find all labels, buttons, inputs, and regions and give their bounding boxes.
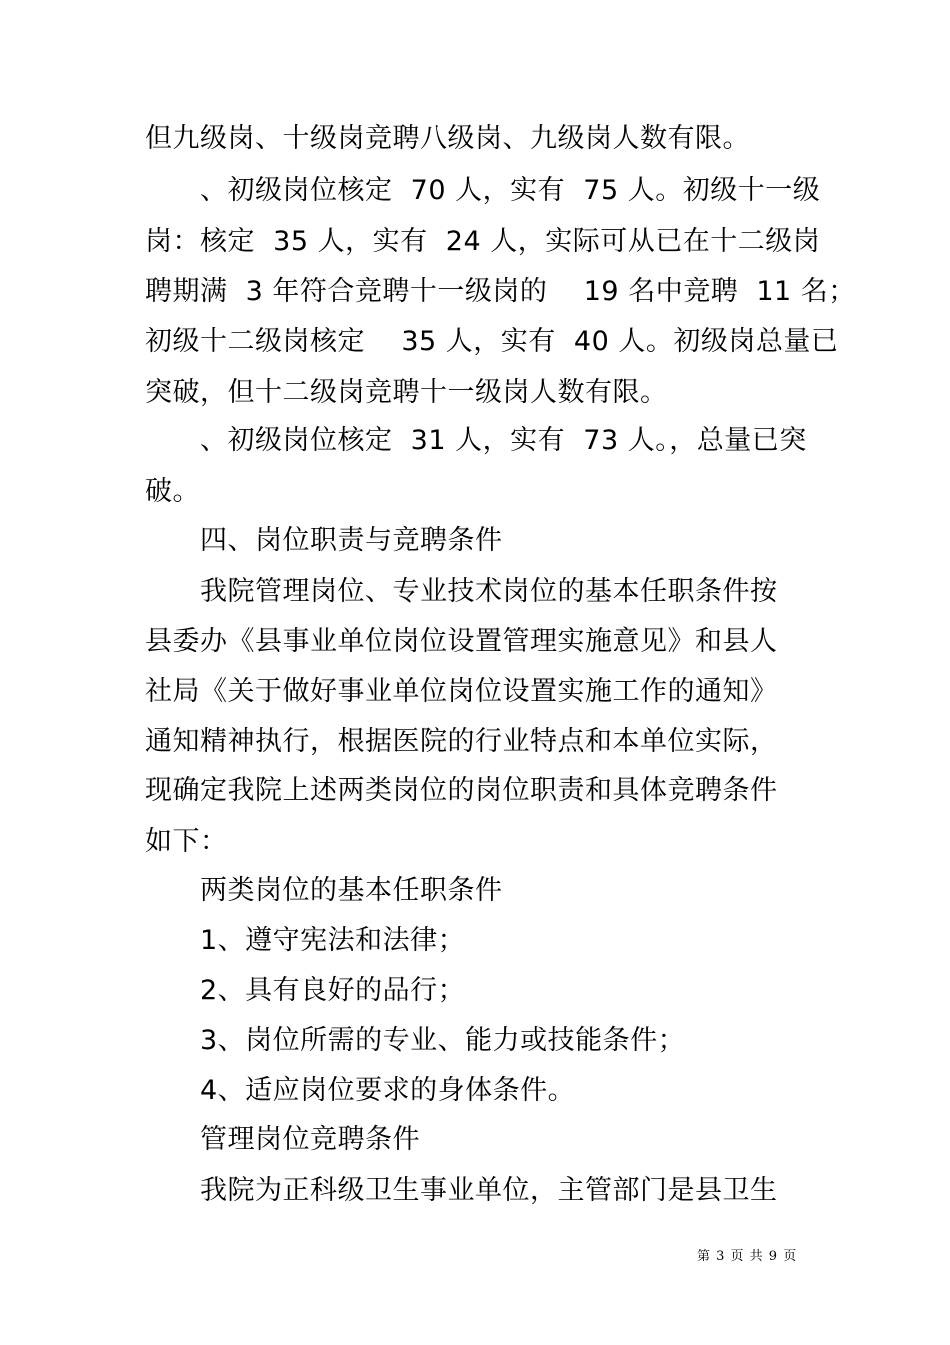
subsection-heading: 管理岗位竞聘条件 (200, 1124, 420, 1155)
text-line: 、初级岗位核定 31 人，实有 73 人。，总量已突 (200, 425, 807, 456)
text-line: 县委办《县事业单位岗位设置管理实施意见》和县人 (145, 626, 778, 657)
text-line: 岗：核定 35 人，实有 24 人，实际可从已在十二级岗 (145, 226, 821, 257)
section-heading: 四、岗位职责与竞聘条件 (200, 525, 503, 556)
text-line: 但九级岗、十级岗竞聘八级岗、九级岗人数有限。 (145, 123, 750, 154)
text-line: 我院管理岗位、专业技术岗位的基本任职条件按 (200, 576, 778, 607)
text-line: 、初级岗位核定 70 人，实有 75 人。初级十一级 (200, 175, 821, 206)
text-line: 破。 (145, 476, 200, 507)
list-item: 1、遵守宪法和法律； (200, 925, 466, 956)
page-number-footer: 第 3 页 共 9 页 (697, 1249, 798, 1264)
list-item: 4、适应岗位要求的身体条件。 (200, 1075, 576, 1106)
text-line: 如下： (145, 826, 228, 857)
list-item: 2、具有良好的品行； (200, 975, 466, 1006)
text-line: 现确定我院上述两类岗位的岗位职责和具体竞聘条件 (145, 775, 778, 806)
text-line: 通知精神执行，根据医院的行业特点和本单位实际， (145, 726, 778, 757)
text-line: 社局《关于做好事业单位岗位设置实施工作的通知》 (145, 676, 778, 707)
text-line: 初级十二级岗核定 35 人，实有 40 人。初级岗总量已 (145, 326, 839, 357)
text-line: 突破，但十二级岗竞聘十一级岗人数有限。 (145, 377, 668, 408)
text-line: 聘期满 3 年符合竞聘十一级岗的 19 名中竞聘 11 名； (145, 276, 856, 307)
subsection-heading: 两类岗位的基本任职条件 (200, 875, 503, 906)
text-line: 我院为正科级卫生事业单位，主管部门是县卫生 (200, 1175, 778, 1206)
list-item: 3、岗位所需的专业、能力或技能条件； (200, 1025, 686, 1056)
